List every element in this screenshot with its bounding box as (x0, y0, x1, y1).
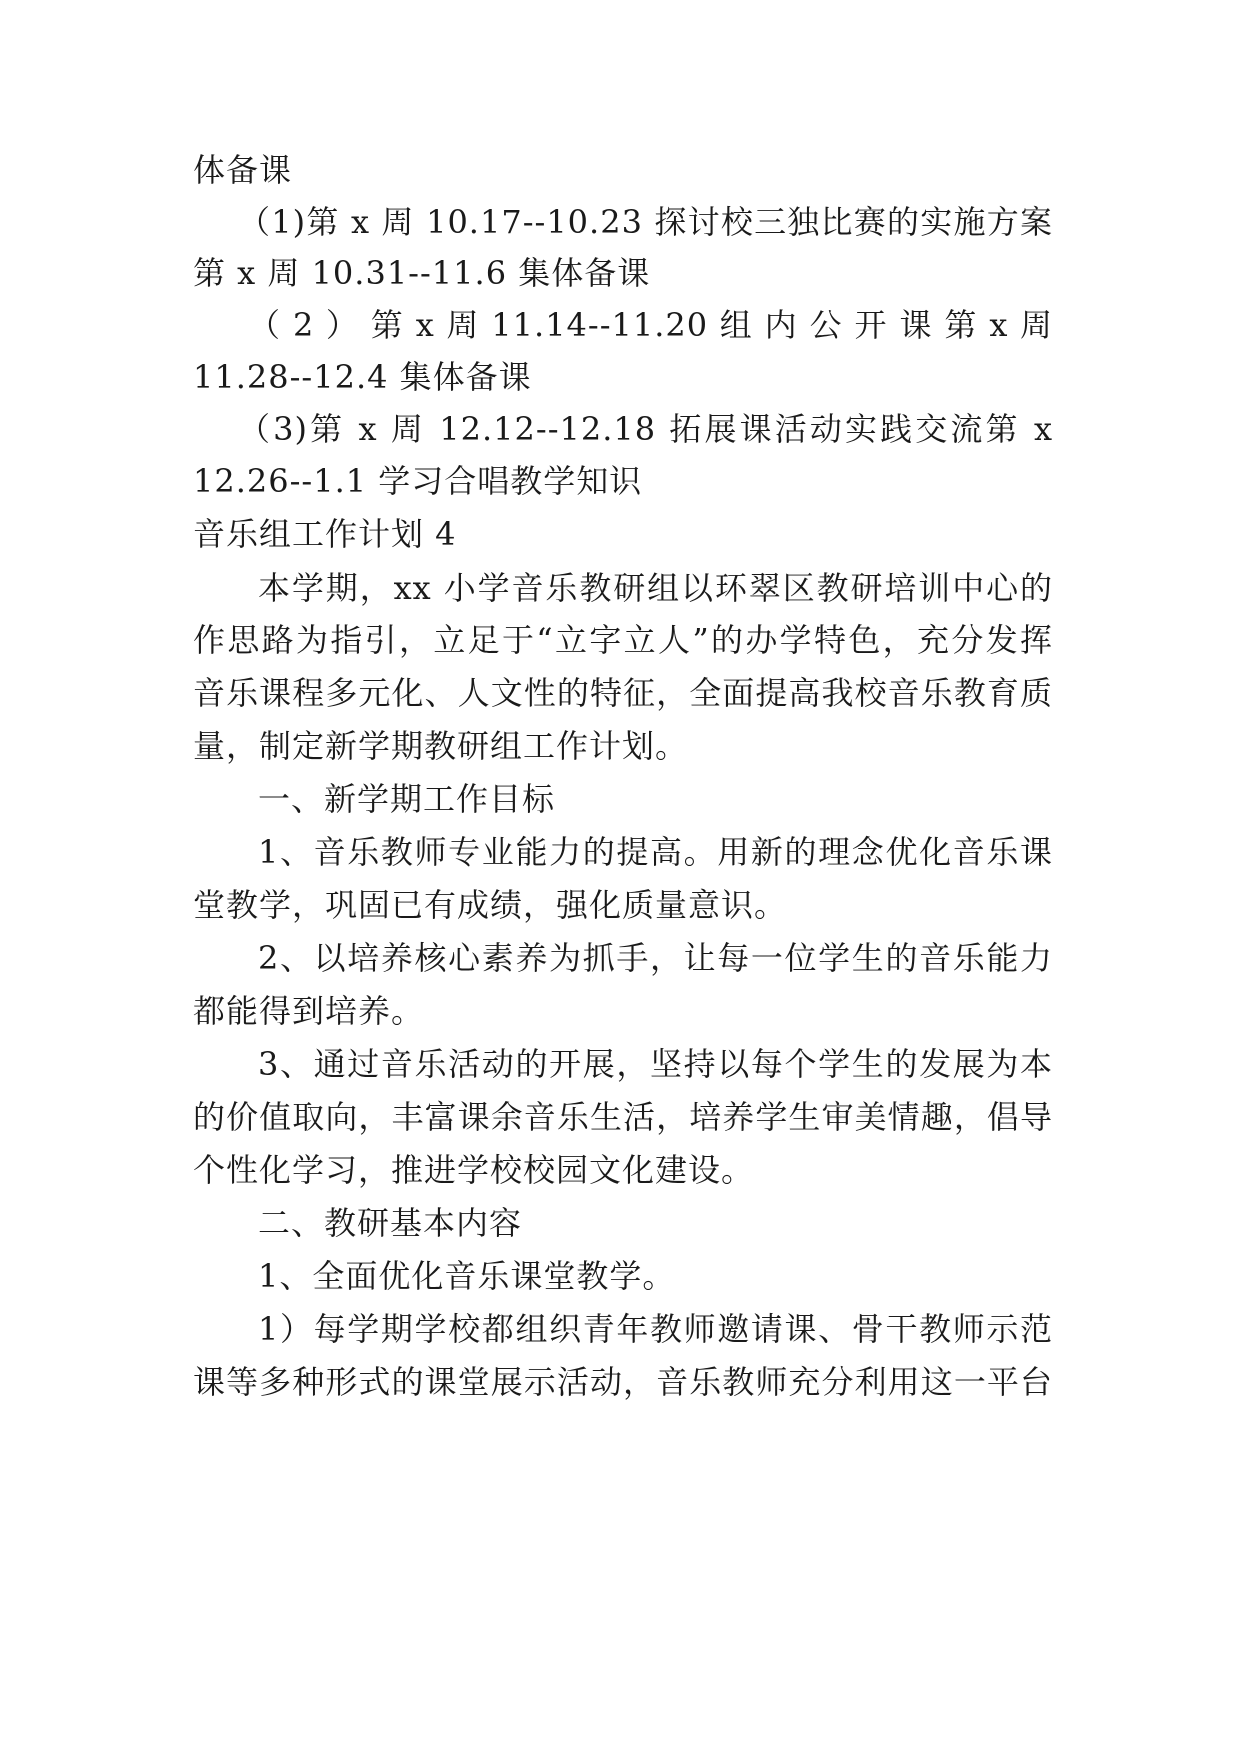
text-line-3: 第 x 周 10.31--11.6 集体备课 (193, 254, 651, 292)
text-line-14: 1、音乐教师专业能力的提高。用新的理念优化音乐课 (258, 833, 1053, 871)
text-line-15: 堂教学，巩固已有成绩，强化质量意识。 (193, 886, 788, 924)
subheading-2: 二、教研基本内容 (258, 1204, 523, 1242)
text-line-5: 11.28--12.4 集体备课 (193, 358, 532, 396)
text-line-23: 1）每学期学校都组织青年教师邀请课、骨干教师示范 (258, 1310, 1053, 1348)
text-line-17: 都能得到培养。 (193, 992, 425, 1030)
text-line-12: 量，制定新学期教研组工作计划。 (193, 727, 689, 765)
text-line-18: 3、通过音乐活动的开展，坚持以每个学生的发展为本 (258, 1045, 1053, 1083)
section-heading-4: 音乐组工作计划 4 (193, 515, 457, 553)
text-line-6: （3)第 x 周 12.12--12.18 拓展课活动实践交流第 x (238, 410, 1053, 448)
text-line-16: 2、以培养核心素养为抓手，让每一位学生的音乐能力 (258, 939, 1053, 977)
text-line-4: （ 2 ） 第 x 周 11.14--11.20 组 内 公 开 课 第 x 周 (248, 306, 1053, 344)
text-line-19: 的价值取向，丰富课余音乐生活，培养学生审美情趣，倡导 (193, 1098, 1053, 1136)
text-line-20: 个性化学习，推进学校校园文化建设。 (193, 1151, 755, 1189)
text-line-10: 作思路为指引，立足于“立字立人”的办学特色，充分发挥 (193, 621, 1053, 659)
text-line-2: （1)第 x 周 10.17--10.23 探讨校三独比赛的实施方案 (238, 203, 1053, 241)
text-line-11: 音乐课程多元化、人文性的特征，全面提高我校音乐教育质 (193, 674, 1053, 712)
text-line-22: 1、全面优化音乐课堂教学。 (258, 1257, 676, 1295)
subheading-1: 一、新学期工作目标 (258, 780, 556, 818)
text-line-1: 体备课 (193, 151, 293, 189)
text-line-7: 12.26--1.1 学习合唱教学知识 (193, 462, 643, 500)
text-line-9: 本学期，xx 小学音乐教研组以环翠区教研培训中心的 (258, 569, 1053, 607)
text-line-24: 课等多种形式的课堂展示活动，音乐教师充分利用这一平台 (193, 1363, 1053, 1401)
